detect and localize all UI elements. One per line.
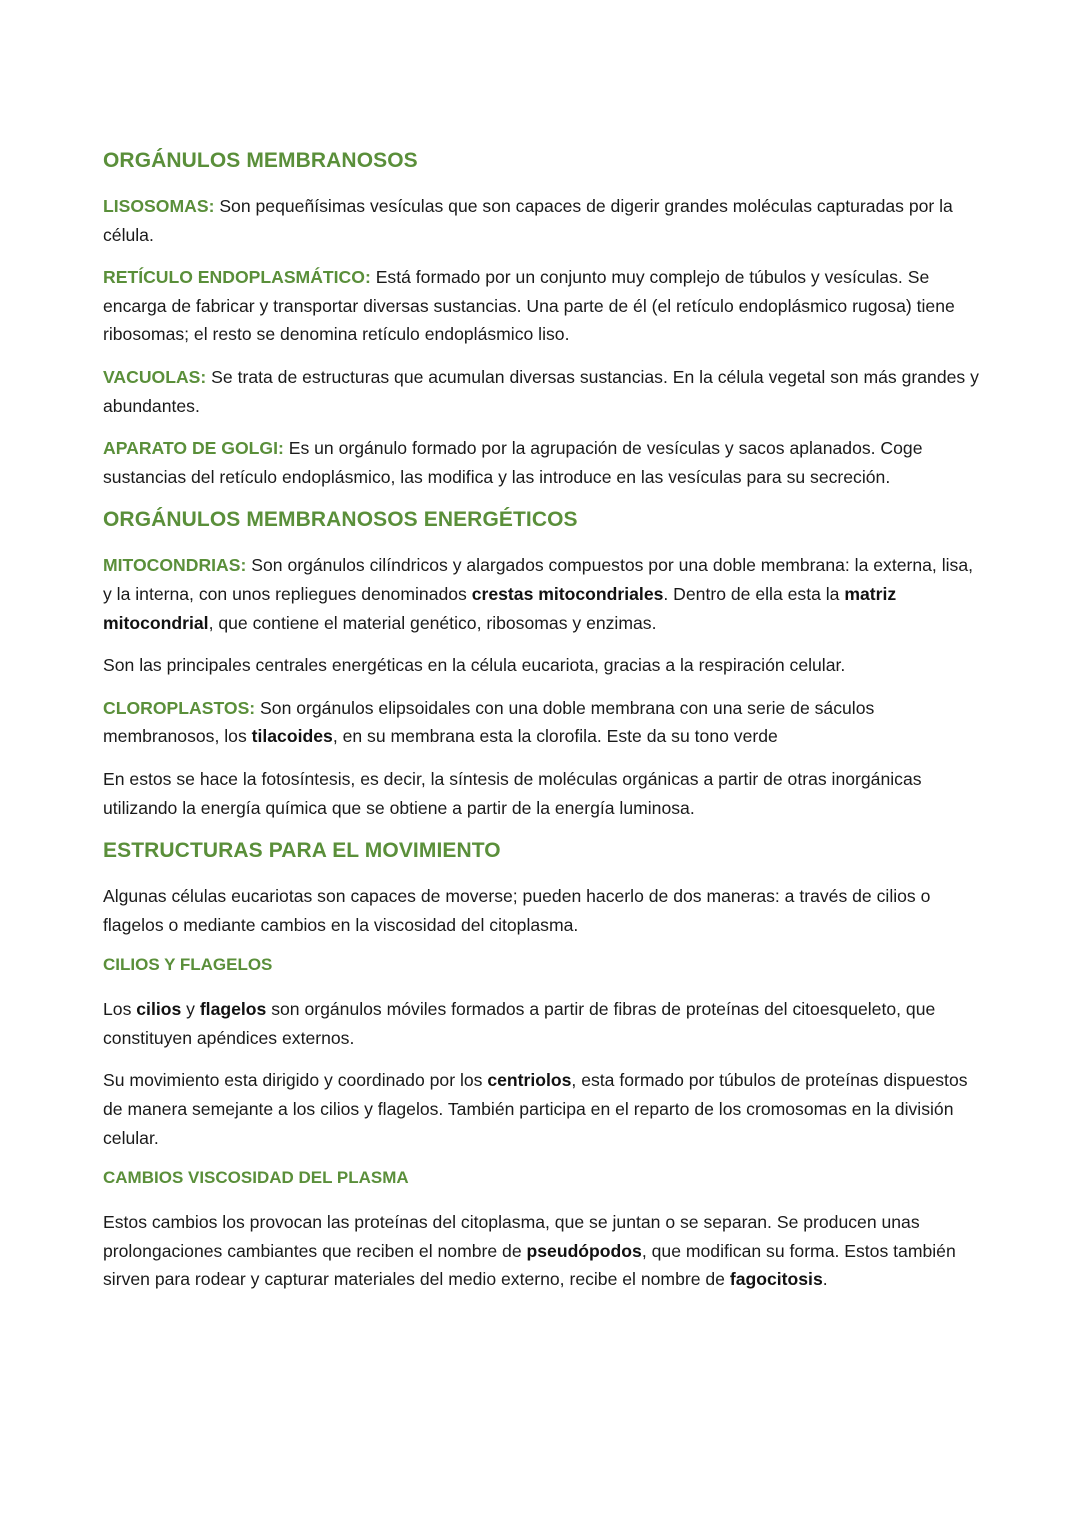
term-cilios: cilios (136, 999, 182, 1020)
label-golgi: APARATO DE GOLGI: (103, 438, 284, 459)
term-centriolos: centriolos (487, 1070, 572, 1091)
term-fagocitosis: fagocitosis (729, 1269, 823, 1290)
text-cilios-1a: Los (103, 999, 137, 1020)
text-cilios-1b: y (181, 999, 200, 1020)
text-mitocondrias-1: Son orgánulos cilíndricos y alargados compuestos por una doble membrana: la externa, lisa, y la interna, con unos repliegues denominados (103, 555, 973, 604)
text-cloroplastos-2: , en su membrana esta la clorofila. Este da su tono verde (332, 726, 778, 747)
text-cloroplastos-1: Son orgánulos elipsoidales con una doble membrana con una serie de sáculos membranosos, los (103, 697, 875, 747)
term-matriz-mitocondrial: matriz mitocondrial (103, 583, 897, 633)
paragraph-cloroplastos (103, 694, 983, 751)
text-viscosidad-a: Estos cambios los provocan las proteínas del citoplasma, que se juntan o se separan. Se producen unas prolongaciones cambiantes que reciben el nombre de (103, 1212, 920, 1261)
text-cilios-2a: Su movimiento esta dirigido y coordinado por los (103, 1070, 488, 1091)
heading-estructuras-movimiento: ESTRUCTURAS PARA EL MOVIMIENTO (103, 839, 501, 863)
text-viscosidad-b: , que modifican su forma. Estos también sirven para rodear y capturar materiales del medio externo, recibe el nombre de (103, 1240, 956, 1290)
label-vacuolas: VACUOLAS: (103, 366, 207, 387)
paragraph-cilios-2 (103, 1066, 983, 1152)
paragraph-golgi (103, 434, 983, 491)
heading-organulos-energeticos: ORGÁNULOS MEMBRANOSOS ENERGÉTICOS (103, 508, 578, 532)
label-reticulo: RETÍCULO ENDOPLASMÁTICO: (103, 267, 371, 288)
paragraph-viscosidad (103, 1208, 983, 1294)
paragraph-vacuolas (103, 363, 983, 420)
text-lisosomas: Son pequeñísimas vesículas que son capaces de digerir grandes moléculas capturadas por la célula. (103, 196, 953, 245)
text-reticulo: Está formado por un conjunto muy complejo de túbulos y vesículas. Se encarga de fabricar y transportar diversas sustancias. Una parte de él (el retículo endoplásmico rugosa) tiene ribosomas; el resto se denomina retículo endoplásmico liso. (103, 267, 955, 345)
paragraph-fotosintesis: En estos se hace la fotosíntesis, es decir, la síntesis de moléculas orgánicas a partir de otras inorgánicas utilizando la energía química que se obtiene a partir de la energía luminosa. (103, 768, 922, 818)
term-crestas-mitocondriales: crestas mitocondriales (471, 583, 664, 604)
heading-organulos-membranosos: ORGÁNULOS MEMBRANOSOS (103, 149, 418, 172)
paragraph-movimiento-intro: Algunas células eucariotas son capaces de moverse; pueden hacerlo de dos maneras: a través de cilios o flagelos o mediante cambios en la viscosidad del citoplasma. (103, 886, 931, 935)
term-tilacoides: tilacoides (251, 726, 333, 747)
text-viscosidad-c: . (822, 1269, 828, 1290)
paragraph-lisosomas (103, 192, 983, 249)
document-page (103, 146, 983, 1308)
paragraph-mitocondrias (103, 551, 983, 637)
text-golgi: Es un orgánulo formado por la agrupación de vesículas y sacos aplanados. Coge sustancias del retículo endoplásmico, las modifica y las introduce en las vesículas para su secreción. (103, 438, 923, 487)
text-cilios-1c: son orgánulos móviles formados a partir de fibras de proteínas del citoesqueleto, que constituyen apéndices externos. (103, 999, 936, 1048)
term-flagelos: flagelos (199, 999, 267, 1020)
paragraph-cilios-1 (103, 995, 983, 1052)
text-mitocondrias-2: . Dentro de ella esta la (663, 583, 845, 604)
text-cilios-2b: , esta formado por túbulos de proteínas dispuestos de manera semejante a los cilios y flagelos. También participa en el reparto de los cromosomas en la división celular. (103, 1070, 968, 1148)
paragraph-reticulo (103, 263, 983, 349)
text-vacuolas: Se trata de estructuras que acumulan diversas sustancias. En la célula vegetal son más grandes y abundantes. (103, 366, 979, 416)
paragraph-mitocondrias-extra: Son las principales centrales energéticas en la célula eucariota, gracias a la respiración celular. (103, 655, 846, 676)
subheading-viscosidad: CAMBIOS VISCOSIDAD DEL PLASMA (103, 1168, 409, 1188)
label-cloroplastos: CLOROPLASTOS: (103, 697, 256, 718)
subheading-cilios-flagelos: CILIOS Y FLAGELOS (103, 955, 273, 975)
term-pseudopodos: pseudópodos (526, 1240, 642, 1261)
label-mitocondrias: MITOCONDRIAS: (103, 555, 247, 576)
text-mitocondrias-3: , que contiene el material genético, ribosomas y enzimas. (208, 612, 657, 633)
label-lisosomas: LISOSOMAS: (103, 196, 215, 216)
